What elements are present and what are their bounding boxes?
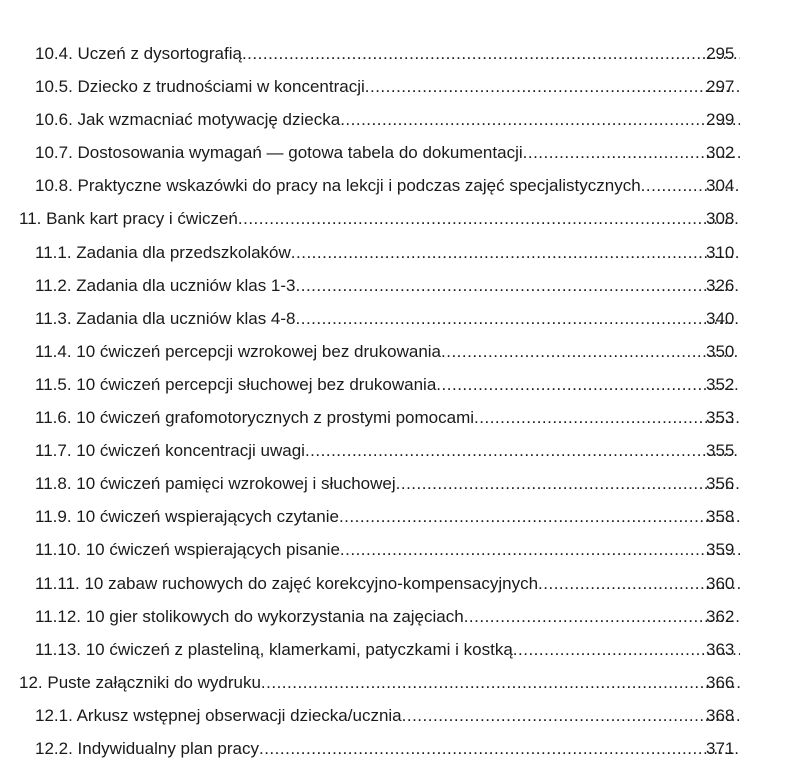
toc-entry[interactable]	[0, 37, 785, 70]
toc-dot-leader	[441, 335, 740, 368]
toc-page-number: 326	[706, 275, 735, 295]
toc-dot-leader	[365, 70, 740, 103]
toc-entry-title: 12. Puste załączniki do wydruku	[19, 666, 261, 699]
toc-entry-title: 10.5. Dziecko z trudnościami w koncentracji	[35, 70, 365, 103]
toc-entry-title: 11.1. Zadania dla przedszkolaków	[35, 236, 291, 269]
toc-entry-title: 10.8. Praktyczne wskazówki do pracy na lekcji i podczas zajęć specjalistycznych	[35, 169, 641, 202]
toc-entry-text	[0, 169, 740, 202]
toc-entry-text	[0, 600, 740, 633]
toc-entry[interactable]	[0, 467, 785, 500]
toc-entry[interactable]	[0, 236, 785, 269]
toc-page-number: 362	[706, 606, 735, 626]
toc-page-number: 360	[706, 573, 735, 593]
toc-entry-text	[0, 70, 740, 103]
toc-page-number: 358	[706, 507, 735, 527]
toc-dot-leader	[402, 699, 740, 732]
toc-entry[interactable]	[0, 136, 785, 169]
toc-page-number: 310	[706, 242, 735, 262]
toc-entry-text	[0, 269, 740, 302]
toc-entry-text	[0, 37, 740, 70]
toc-entry[interactable]	[0, 169, 785, 202]
toc-entry-title: 10.6. Jak wzmacniać motywację dziecka	[35, 103, 340, 136]
toc-page-number: 302	[706, 143, 735, 163]
toc-dot-leader	[242, 37, 740, 70]
toc-entry-text	[0, 434, 740, 467]
toc-entry[interactable]	[0, 600, 785, 633]
toc-entry[interactable]	[0, 732, 785, 765]
toc-entry[interactable]	[0, 500, 785, 533]
toc-entry-title: 10.7. Dostosowania wymagań — gotowa tabela do dokumentacji	[35, 136, 523, 169]
toc-entry-text	[0, 500, 740, 533]
toc-entry[interactable]	[0, 699, 785, 732]
toc-entry-text	[0, 699, 740, 732]
toc-entry-text	[0, 136, 740, 169]
toc-entry-text	[0, 633, 740, 666]
toc-entry-title: 11.7. 10 ćwiczeń koncentracji uwagi	[35, 434, 305, 467]
table-of-contents	[0, 37, 785, 765]
toc-entry-text	[0, 401, 740, 434]
toc-entry-title: 12.1. Arkusz wstępnej obserwacji dziecka/ucznia	[35, 699, 402, 732]
toc-page-number: 356	[706, 474, 735, 494]
toc-entry[interactable]	[0, 368, 785, 401]
toc-page-number: 366	[706, 672, 735, 692]
toc-dot-leader	[291, 236, 740, 269]
toc-entry[interactable]	[0, 401, 785, 434]
toc-page-number: 352	[706, 374, 735, 394]
toc-entry[interactable]	[0, 335, 785, 368]
toc-entry-text	[0, 368, 740, 401]
toc-entry-text	[0, 103, 740, 136]
toc-entry-title: 11.12. 10 gier stolikowych do wykorzystania na zajęciach	[35, 600, 464, 633]
toc-page-number: 355	[706, 441, 735, 461]
toc-dot-leader	[340, 533, 740, 566]
toc-dot-leader	[238, 202, 740, 235]
toc-entry-text	[0, 302, 740, 335]
toc-page-number: 350	[706, 341, 735, 361]
toc-page-number: 363	[706, 639, 735, 659]
toc-entry-title: 12.2. Indywidualny plan pracy	[35, 732, 259, 765]
toc-dot-leader	[396, 467, 740, 500]
toc-entry-title: 11.8. 10 ćwiczeń pamięci wzrokowej i słuchowej	[35, 467, 396, 500]
toc-dot-leader	[305, 434, 740, 467]
toc-entry-text	[0, 202, 740, 235]
toc-dot-leader	[261, 666, 740, 699]
toc-entry-title: 11.5. 10 ćwiczeń percepcji słuchowej bez drukowania	[35, 368, 436, 401]
toc-dot-leader	[296, 269, 740, 302]
toc-page-number: 295	[706, 44, 735, 63]
toc-page-number: 340	[706, 308, 735, 328]
toc-entry[interactable]	[0, 633, 785, 666]
toc-entry[interactable]	[0, 567, 785, 600]
toc-entry[interactable]	[0, 666, 785, 699]
toc-dot-leader	[474, 401, 740, 434]
toc-page-number: 304	[706, 176, 735, 196]
toc-page-number: 368	[706, 705, 735, 725]
toc-entry[interactable]	[0, 533, 785, 566]
toc-entry[interactable]	[0, 70, 785, 103]
toc-entry-title: 11.4. 10 ćwiczeń percepcji wzrokowej bez drukowania	[35, 335, 441, 368]
toc-page-number: 297	[706, 77, 735, 97]
toc-entry-title: 10.4. Uczeń z dysortografią	[35, 37, 242, 70]
toc-entry-title: 11. Bank kart pracy i ćwiczeń	[19, 202, 238, 235]
toc-entry-text	[0, 666, 740, 699]
toc-entry[interactable]	[0, 302, 785, 335]
toc-dot-leader	[436, 368, 740, 401]
toc-page-number: 353	[706, 408, 735, 428]
toc-entry-text	[0, 533, 740, 566]
toc-page-number: 359	[706, 540, 735, 560]
toc-entry-title: 11.3. Zadania dla uczniów klas 4-8	[35, 302, 296, 335]
toc-dot-leader	[464, 600, 740, 633]
toc-dot-leader	[259, 732, 740, 765]
toc-dot-leader	[339, 500, 740, 533]
toc-entry-text	[0, 567, 740, 600]
toc-entry-title: 11.6. 10 ćwiczeń grafomotorycznych z prostymi pomocami	[35, 401, 474, 434]
toc-dot-leader	[340, 103, 740, 136]
toc-entry-text	[0, 467, 740, 500]
toc-page-number: 308	[706, 209, 735, 229]
toc-entry-text	[0, 732, 740, 765]
toc-page-number: 371	[706, 738, 735, 758]
toc-entry[interactable]	[0, 202, 785, 235]
toc-entry-title: 11.11. 10 zabaw ruchowych do zajęć korekcyjno-kompensacyjnych	[35, 567, 538, 600]
toc-entry-title: 11.10. 10 ćwiczeń wspierających pisanie	[35, 533, 340, 566]
toc-entry-title: 11.9. 10 ćwiczeń wspierających czytanie	[35, 500, 339, 533]
toc-page-number: 299	[706, 110, 735, 130]
toc-entry-title: 11.13. 10 ćwiczeń z plasteliną, klamerkami, patyczkami i kostką	[35, 633, 513, 666]
toc-entry[interactable]	[0, 434, 785, 467]
toc-entry[interactable]	[0, 269, 785, 302]
toc-entry-text	[0, 236, 740, 269]
toc-entry[interactable]	[0, 103, 785, 136]
toc-entry-title: 11.2. Zadania dla uczniów klas 1-3	[35, 269, 296, 302]
toc-dot-leader	[296, 302, 740, 335]
toc-entry-text	[0, 335, 740, 368]
